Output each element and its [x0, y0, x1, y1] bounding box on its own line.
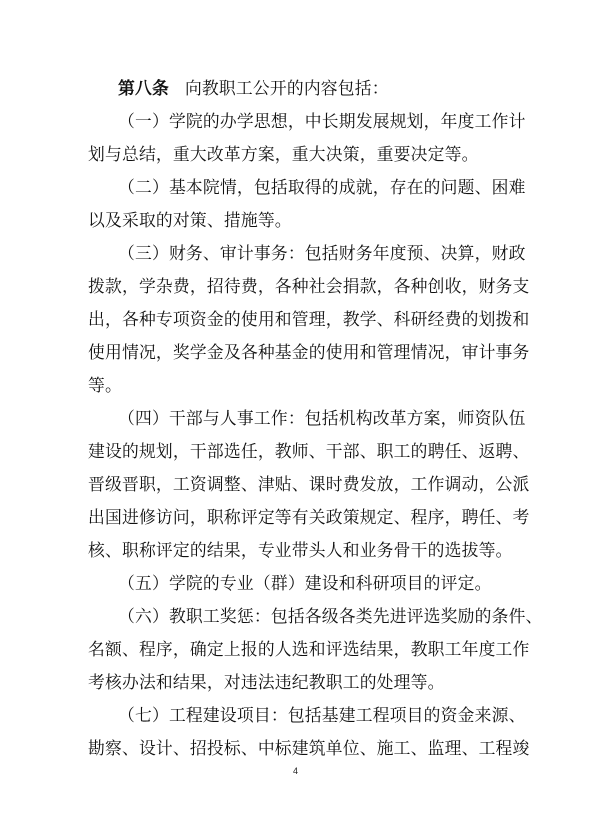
paragraph-line: 核、职称评定的结果，专业带头人和业务骨干的选拔等。 [88, 540, 513, 560]
paragraph-line: （二）基本院情，包括取得的成就，存在的问题、困难 [118, 177, 526, 197]
paragraph-line: 使用情况，奖学金及各种基金的使用和管理情况，审计事务 [88, 342, 530, 362]
paragraph-line: 出，各种专项资金的使用和管理，教学、科研经费的划拨和 [88, 309, 530, 329]
paragraph-line: 建设的规划，干部选任，教师、干部、职工的聘任、返聘、 [88, 441, 530, 461]
paragraph-line: 出国进修访问，职称评定等有关政策规定、程序，聘任、考 [88, 507, 530, 527]
article-label: 第八条 [118, 78, 169, 98]
paragraph-line: 以及采取的对策、措施等。 [88, 210, 292, 230]
paragraph-line: 拨款，学杂费，招待费，各种社会捐款，各种创收，财务支 [88, 276, 530, 296]
paragraph-line: （四）干部与人事工作：包括机构改革方案，师资队伍 [118, 408, 526, 428]
paragraph-line: 晋级晋职，工资调整、津贴、课时费发放，工作调动，公派 [88, 474, 530, 494]
article-heading [118, 73, 508, 103]
paragraph-line: 名额、程序，确定上报的人选和评选结果，教职工年度工作 [88, 639, 530, 659]
paragraph-line: （六）教职工奖惩：包括各级各类先进评选奖励的条件、 [118, 606, 543, 626]
paragraph-line: 等。 [88, 375, 122, 395]
paragraph-line: （一）学院的办学思想，中长期发展规划，年度工作计 [118, 111, 526, 131]
paragraph-line: （七）工程建设项目：包括基建工程项目的资金来源、 [118, 705, 526, 725]
paragraph-line: 勘察、设计、招投标、中标建筑单位、施工、监理、工程竣 [88, 738, 530, 758]
paragraph-line: 考核办法和结果，对违法违纪教职工的处理等。 [88, 672, 445, 692]
paragraph-line: 划与总结，重大改革方案，重大决策，重要决定等。 [88, 144, 479, 164]
article-title: 向教职工公开的内容包括： [184, 78, 389, 98]
page-number: 4 [292, 766, 298, 776]
paragraph-line: （三）财务、审计事务：包括财务年度预、决算，财政 [118, 243, 526, 263]
paragraph-line: （五）学院的专业（群）建设和科研项目的评定。 [118, 573, 492, 593]
